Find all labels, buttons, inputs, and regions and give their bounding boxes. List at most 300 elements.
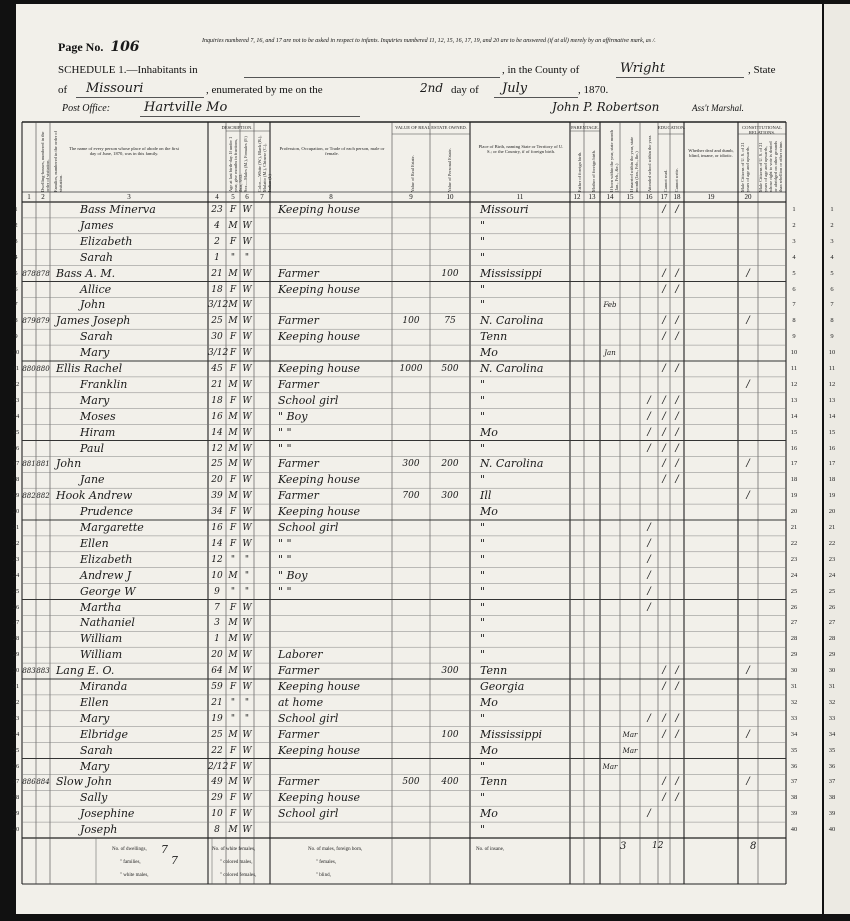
personal-estate-value: 200 bbox=[441, 459, 459, 470]
adjacent-row-number: 10 bbox=[828, 349, 836, 357]
personal-estate-value: 100 bbox=[441, 268, 459, 279]
sex: F bbox=[229, 236, 237, 247]
row-number-right: 35 bbox=[790, 746, 798, 754]
county-value: Wright bbox=[620, 61, 666, 76]
adjacent-row-number: 34 bbox=[828, 730, 836, 738]
birthplace: " bbox=[480, 632, 486, 646]
day-value: 2nd bbox=[420, 81, 444, 95]
footer-total-births: 3 bbox=[620, 841, 627, 852]
col7-header: Profession, Occupation, or Trade of each person, male or female. bbox=[279, 146, 385, 157]
birthplace: " bbox=[480, 298, 486, 312]
adjacent-row-number: 16 bbox=[828, 444, 836, 452]
sex: M bbox=[228, 570, 238, 581]
attended-school: / bbox=[647, 553, 651, 565]
birthplace: " bbox=[480, 791, 486, 805]
person-name: Mary bbox=[80, 711, 110, 725]
personal-estate-value: 75 bbox=[444, 316, 456, 327]
month-value: July bbox=[502, 81, 528, 96]
column-number: 13 bbox=[588, 193, 596, 201]
person-name: George W bbox=[80, 584, 136, 598]
color: W bbox=[242, 236, 252, 247]
age: 14 bbox=[211, 538, 223, 549]
cannot-write: / bbox=[675, 776, 679, 788]
row-number-left: 13 bbox=[12, 396, 20, 404]
row-number-right: 37 bbox=[790, 778, 798, 786]
cannot-write: / bbox=[675, 315, 679, 327]
col2-header: Families, numbered in the order of visitation. bbox=[53, 131, 63, 192]
footer-dwellings-value: 7 bbox=[161, 843, 168, 856]
state-value: Missouri bbox=[86, 81, 144, 96]
adjacent-row-number: 15 bbox=[828, 428, 836, 436]
age: 21 bbox=[211, 697, 223, 708]
color: W bbox=[242, 634, 252, 645]
occupation: School girl bbox=[278, 711, 339, 725]
birth-month: Feb bbox=[603, 301, 617, 310]
person-name: Elizabeth bbox=[80, 552, 133, 566]
dwelling-number: 878 bbox=[22, 269, 36, 278]
cannot-read: / bbox=[662, 426, 666, 438]
age: 25 bbox=[211, 316, 223, 327]
row-number-left: 20 bbox=[12, 508, 20, 516]
adjacent-row-number: 28 bbox=[828, 635, 836, 643]
birthplace: " bbox=[480, 600, 486, 614]
age: 7 bbox=[214, 602, 220, 613]
sex: M bbox=[228, 825, 238, 836]
person-name: Mary bbox=[80, 346, 110, 360]
cannot-write: / bbox=[675, 204, 679, 215]
row-number-left: 15 bbox=[12, 428, 20, 436]
color: " bbox=[244, 554, 250, 565]
cannot-read: / bbox=[662, 458, 666, 470]
row-number-right: 7 bbox=[792, 301, 796, 309]
sex: F bbox=[229, 205, 237, 215]
row-number-right: 3 bbox=[792, 237, 796, 245]
column-number: 20 bbox=[744, 193, 752, 201]
color: W bbox=[242, 427, 252, 438]
occupation: " " bbox=[278, 536, 292, 550]
sex: M bbox=[228, 777, 238, 788]
person-name: Lang E. O. bbox=[56, 664, 115, 678]
adjacent-row-number: 22 bbox=[828, 539, 836, 547]
adjacent-row-number: 17 bbox=[828, 460, 836, 468]
color: " bbox=[244, 570, 250, 581]
cannot-write: / bbox=[675, 728, 679, 740]
footer-white-females-label: No. of white females, bbox=[212, 847, 256, 852]
color: W bbox=[242, 729, 252, 740]
footer-families-label: " families, bbox=[120, 860, 141, 865]
occupation: at home bbox=[278, 695, 324, 709]
footer-families-value: 7 bbox=[171, 854, 178, 867]
row-number-left: 23 bbox=[12, 555, 20, 563]
real-estate-value: 700 bbox=[402, 491, 420, 502]
occupation: Keeping house bbox=[278, 791, 361, 805]
person-name: Mary bbox=[80, 759, 110, 773]
sex: F bbox=[229, 523, 237, 533]
footer-blind-label: " blind, bbox=[316, 873, 331, 878]
adjacent-row-number: 1 bbox=[830, 206, 834, 213]
adjacent-row-number: 18 bbox=[828, 476, 836, 484]
male-citizen: / bbox=[746, 665, 750, 677]
sex: M bbox=[228, 729, 238, 740]
color: " bbox=[244, 252, 250, 263]
color: W bbox=[242, 300, 252, 311]
age: 64 bbox=[211, 666, 223, 677]
color: W bbox=[242, 523, 252, 533]
birthplace: " bbox=[480, 441, 486, 455]
attended-school: / bbox=[647, 410, 651, 422]
footer-dwellings-label: No. of dwellings, bbox=[112, 847, 147, 852]
sex: M bbox=[228, 491, 238, 502]
adjacent-row-number: 31 bbox=[828, 683, 836, 690]
birthplace: " bbox=[480, 393, 486, 407]
cannot-read: / bbox=[662, 681, 666, 692]
row-number-right: 24 bbox=[790, 571, 798, 579]
occupation: Farmer bbox=[278, 664, 319, 678]
row-number-right: 11 bbox=[790, 365, 798, 372]
row-number-left: 32 bbox=[12, 698, 20, 706]
color: W bbox=[242, 793, 252, 804]
county-label: , in the County of bbox=[502, 64, 580, 76]
age: 30 bbox=[211, 332, 223, 343]
attended-school: / bbox=[647, 442, 651, 454]
age: 23 bbox=[211, 205, 223, 215]
cannot-write: / bbox=[675, 474, 679, 486]
personal-estate-value: 400 bbox=[441, 777, 459, 788]
birthplace: " bbox=[480, 521, 486, 534]
adjacent-row-number: 32 bbox=[828, 698, 836, 706]
person-name: Moses bbox=[80, 409, 116, 423]
cannot-read: / bbox=[662, 410, 666, 422]
real-estate-value: 300 bbox=[402, 459, 420, 470]
col19-header: Male Citizens of U. S. of 21 years of age and upwards. bbox=[740, 142, 750, 192]
adjacent-row-number: 35 bbox=[828, 746, 836, 754]
sex: F bbox=[229, 602, 237, 613]
attended-school: / bbox=[647, 537, 651, 549]
color: W bbox=[242, 809, 252, 820]
col11-header: Father of foreign birth. bbox=[577, 151, 582, 192]
column-number: 3 bbox=[127, 193, 131, 201]
column-number: 15 bbox=[626, 193, 634, 201]
sex: " bbox=[230, 586, 236, 597]
row-number-left: 5 bbox=[14, 269, 18, 277]
cannot-read: / bbox=[662, 728, 666, 740]
row-number-right: 30 bbox=[790, 667, 798, 675]
occupation: " " bbox=[278, 441, 292, 455]
real-estate-value: 100 bbox=[402, 316, 420, 327]
column-number: 11 bbox=[516, 193, 524, 201]
adjacent-row-number: 19 bbox=[828, 492, 836, 500]
sex: F bbox=[229, 395, 237, 406]
occupation: School girl bbox=[278, 807, 339, 821]
sex: M bbox=[228, 443, 238, 454]
birthplace: Mo bbox=[480, 346, 498, 360]
adjacent-row-number: 39 bbox=[828, 810, 836, 818]
family-number: 881 bbox=[36, 460, 50, 469]
schedule-line: SCHEDULE 1.—Inhabitants in bbox=[58, 64, 198, 76]
person-name: Hook Andrew bbox=[56, 489, 133, 503]
age: 16 bbox=[211, 523, 223, 533]
description-group-header: DESCRIPTION. bbox=[221, 125, 253, 130]
cannot-write: / bbox=[675, 331, 679, 343]
footer-white-males-label: " white males, bbox=[120, 873, 149, 878]
color: " bbox=[244, 586, 250, 597]
cannot-write: / bbox=[675, 792, 679, 804]
birthplace: " bbox=[480, 568, 486, 582]
birthplace: " bbox=[480, 759, 486, 773]
age: 14 bbox=[211, 427, 223, 438]
birthplace: N. Carolina bbox=[480, 314, 544, 328]
color: W bbox=[242, 443, 252, 454]
occupation: Keeping house bbox=[278, 330, 361, 344]
enumerated-label: , enumerated by me on the bbox=[206, 84, 323, 96]
birthplace: " bbox=[480, 584, 486, 598]
row-number-left: 40 bbox=[12, 826, 20, 834]
color: W bbox=[242, 268, 252, 279]
row-number-right: 6 bbox=[792, 285, 796, 293]
sex: " bbox=[230, 713, 236, 724]
row-number-right: 19 bbox=[790, 492, 798, 500]
person-name: William bbox=[80, 632, 123, 646]
dwelling-number: 879 bbox=[22, 317, 36, 326]
occupation: Keeping house bbox=[278, 203, 361, 216]
row-number-left: 2 bbox=[14, 221, 18, 229]
col17-header: Cannot write. bbox=[674, 168, 679, 192]
personal-estate-value: 500 bbox=[441, 364, 459, 374]
occupation: Keeping house bbox=[278, 362, 361, 375]
dwelling-number: 882 bbox=[22, 492, 36, 501]
row-number-right: 14 bbox=[790, 412, 798, 420]
occupation: Keeping house bbox=[278, 743, 361, 757]
sex: F bbox=[229, 332, 237, 343]
cannot-read: / bbox=[662, 712, 666, 724]
row-number-right: 13 bbox=[790, 396, 798, 404]
dwelling-number: 880 bbox=[22, 365, 36, 373]
row-number-left: 17 bbox=[12, 460, 20, 468]
birth-month: Mar bbox=[602, 762, 618, 771]
column-number: 14 bbox=[606, 193, 614, 201]
birthplace: Mo bbox=[480, 505, 498, 519]
cannot-read: / bbox=[662, 792, 666, 804]
row-number-right: 28 bbox=[790, 635, 798, 643]
col18-header: Whether deaf and dumb, blind, insane, or idiotic. bbox=[688, 148, 734, 159]
adjacent-row-number: 14 bbox=[828, 412, 836, 420]
person-name: Sarah bbox=[80, 250, 113, 264]
cannot-write: / bbox=[675, 681, 679, 692]
attended-school: / bbox=[647, 585, 651, 597]
person-name: James Joseph bbox=[56, 314, 131, 328]
color: W bbox=[242, 602, 252, 613]
constitutional-group-header: CONSTITUTIONAL RELATIONS. bbox=[742, 125, 782, 136]
family-number: 882 bbox=[36, 492, 50, 501]
census-sheet bbox=[12, 4, 822, 914]
person-name: Margarette bbox=[80, 521, 144, 534]
row-number-left: 31 bbox=[12, 683, 20, 690]
sex: M bbox=[228, 379, 238, 390]
age: 3 bbox=[214, 618, 220, 629]
sex: F bbox=[229, 809, 237, 820]
age: 9 bbox=[214, 586, 220, 597]
marshal-label: Ass't Marshal. bbox=[692, 103, 744, 113]
color: W bbox=[242, 332, 252, 343]
occupation: " Boy bbox=[278, 409, 308, 423]
column-number: 16 bbox=[645, 193, 653, 201]
sex: F bbox=[229, 761, 237, 772]
birthplace: " bbox=[480, 473, 486, 487]
color: W bbox=[242, 507, 252, 518]
age: 25 bbox=[211, 459, 223, 470]
sex: F bbox=[229, 364, 237, 374]
color: W bbox=[242, 538, 252, 549]
column-number: 19 bbox=[707, 193, 715, 201]
row-number-left: 30 bbox=[12, 667, 20, 675]
occupation: Farmer bbox=[278, 314, 319, 328]
person-name: Prudence bbox=[80, 505, 134, 519]
marriage-month: Mar bbox=[622, 730, 638, 739]
family-number: 878 bbox=[36, 269, 50, 278]
adjacent-row-number: 11 bbox=[828, 365, 836, 372]
color: W bbox=[242, 650, 252, 661]
age: 16 bbox=[211, 411, 223, 422]
row-number-right: 40 bbox=[790, 826, 798, 834]
age: 20 bbox=[211, 650, 223, 661]
sex: M bbox=[228, 618, 238, 629]
person-name: Josephine bbox=[80, 807, 135, 821]
page-number: 106 bbox=[110, 39, 140, 55]
row-number-right: 12 bbox=[790, 380, 798, 388]
age: 12 bbox=[211, 443, 223, 454]
occupation: Farmer bbox=[278, 727, 319, 741]
real-estate-value: 1000 bbox=[399, 364, 423, 374]
cannot-write: / bbox=[675, 394, 679, 406]
row-number-right: 10 bbox=[790, 349, 798, 357]
personal-estate-value: 300 bbox=[441, 666, 459, 677]
adjacent-row-number: 2 bbox=[830, 221, 834, 229]
column-number: 5 bbox=[231, 193, 235, 201]
age: 1 bbox=[214, 634, 220, 645]
birthplace: N. Carolina bbox=[480, 457, 544, 471]
row-number-right: 15 bbox=[790, 428, 798, 436]
person-name: Sarah bbox=[80, 330, 113, 344]
cannot-write: / bbox=[675, 267, 679, 279]
adjacent-row-number: 5 bbox=[830, 269, 834, 277]
personal-estate-value: 100 bbox=[441, 729, 459, 740]
attended-school: / bbox=[647, 808, 651, 820]
adjacent-row-number: 3 bbox=[830, 237, 834, 245]
row-number-left: 4 bbox=[14, 253, 18, 261]
male-citizen: / bbox=[746, 378, 750, 390]
row-number-left: 12 bbox=[12, 380, 20, 388]
instructions-note: Inquiries numbered 7, 16, and 17 are not to be asked in respect to infants. Inquiries numbered 11, 12, 15, 16, 17, 19, and 20 are to be answered (if at all) merely by an affirmative mark, as /. bbox=[202, 38, 656, 44]
row-number-right: 38 bbox=[790, 794, 798, 802]
row-number-left: 6 bbox=[14, 285, 18, 293]
color: W bbox=[242, 284, 252, 295]
birthplace: " bbox=[480, 409, 486, 423]
col4-header: Age at last birth-day. If under 1 year, give months in fractions, thus, 3/12. bbox=[228, 136, 243, 192]
col14-header: If married within the year, state month (Jan., Feb., &c.) bbox=[629, 136, 639, 192]
birthplace: " bbox=[480, 552, 486, 566]
cannot-read: / bbox=[662, 315, 666, 327]
cannot-read: / bbox=[662, 776, 666, 788]
col3-header: The name of every person whose place of abode on the first day of June, 1870, was in this family. bbox=[69, 146, 179, 157]
row-number-right: 17 bbox=[790, 460, 798, 468]
post-office-label: Post Office: bbox=[62, 103, 111, 114]
cannot-write: / bbox=[675, 712, 679, 724]
adjacent-row-number: 21 bbox=[828, 524, 836, 531]
birthplace: Mo bbox=[480, 695, 498, 709]
row-number-right: 23 bbox=[790, 555, 798, 563]
birthplace: " bbox=[480, 616, 486, 630]
row-number-right: 16 bbox=[790, 444, 798, 452]
person-name: Slow John bbox=[56, 775, 112, 789]
row-number-left: 19 bbox=[12, 492, 20, 500]
age: 2/12 bbox=[208, 761, 229, 772]
occupation: Farmer bbox=[278, 775, 319, 789]
footer-females-label: " females, bbox=[316, 860, 337, 865]
adjacent-row-number: 4 bbox=[830, 253, 834, 261]
sex: F bbox=[229, 507, 237, 518]
color: W bbox=[242, 395, 252, 406]
sex: F bbox=[229, 793, 237, 804]
birth-month: Jan bbox=[604, 349, 616, 358]
row-number-right: 21 bbox=[790, 524, 798, 531]
cannot-write: / bbox=[675, 442, 679, 454]
birthplace: " bbox=[480, 711, 486, 725]
birthplace: N. Carolina bbox=[480, 362, 544, 375]
occupation: Keeping house bbox=[278, 473, 361, 487]
row-number-right: 4 bbox=[792, 253, 796, 261]
age: 49 bbox=[211, 777, 223, 788]
adjacent-row-number: 33 bbox=[828, 714, 836, 722]
sex: " bbox=[230, 697, 236, 708]
person-name: Ellen bbox=[80, 695, 109, 709]
dwelling-number: 883 bbox=[22, 667, 36, 676]
column-number: 9 bbox=[409, 193, 413, 201]
sex: F bbox=[229, 745, 237, 756]
age: 29 bbox=[211, 793, 223, 804]
color: W bbox=[242, 411, 252, 422]
cannot-read: / bbox=[662, 267, 666, 279]
color: W bbox=[242, 745, 252, 756]
occupation: " " bbox=[278, 425, 292, 439]
age: 10 bbox=[211, 809, 223, 820]
person-name: Elizabeth bbox=[80, 234, 133, 248]
color: W bbox=[242, 825, 252, 836]
row-number-left: 11 bbox=[12, 365, 20, 372]
person-name: Allice bbox=[80, 282, 112, 296]
occupation: Keeping house bbox=[278, 282, 361, 296]
row-number-right: 39 bbox=[790, 810, 798, 818]
row-number-left: 18 bbox=[12, 476, 20, 484]
cannot-write: / bbox=[675, 458, 679, 470]
person-name: Martha bbox=[80, 600, 122, 614]
col20-header: Male Citizens of U. S. of 21 years of age and upwards, whose right to vote is denied or abridged on other grounds than rebellion or other crime. bbox=[758, 140, 783, 192]
cannot-read: / bbox=[662, 474, 666, 486]
row-number-left: 14 bbox=[12, 412, 20, 420]
cannot-write: / bbox=[675, 426, 679, 438]
color: W bbox=[242, 666, 252, 677]
adjacent-row-number: 7 bbox=[830, 301, 834, 309]
age: 39 bbox=[211, 491, 223, 502]
person-name: Bass Minerva bbox=[80, 203, 156, 216]
row-number-right: 18 bbox=[790, 476, 798, 484]
birthplace: Mississippi bbox=[480, 266, 542, 280]
birthplace: Mississippi bbox=[480, 727, 542, 741]
age: 3/12 bbox=[208, 300, 229, 311]
footer-total-voters: 8 bbox=[750, 841, 757, 852]
sex: F bbox=[229, 475, 237, 486]
sex: F bbox=[229, 682, 237, 692]
occupation: Farmer bbox=[278, 377, 319, 391]
